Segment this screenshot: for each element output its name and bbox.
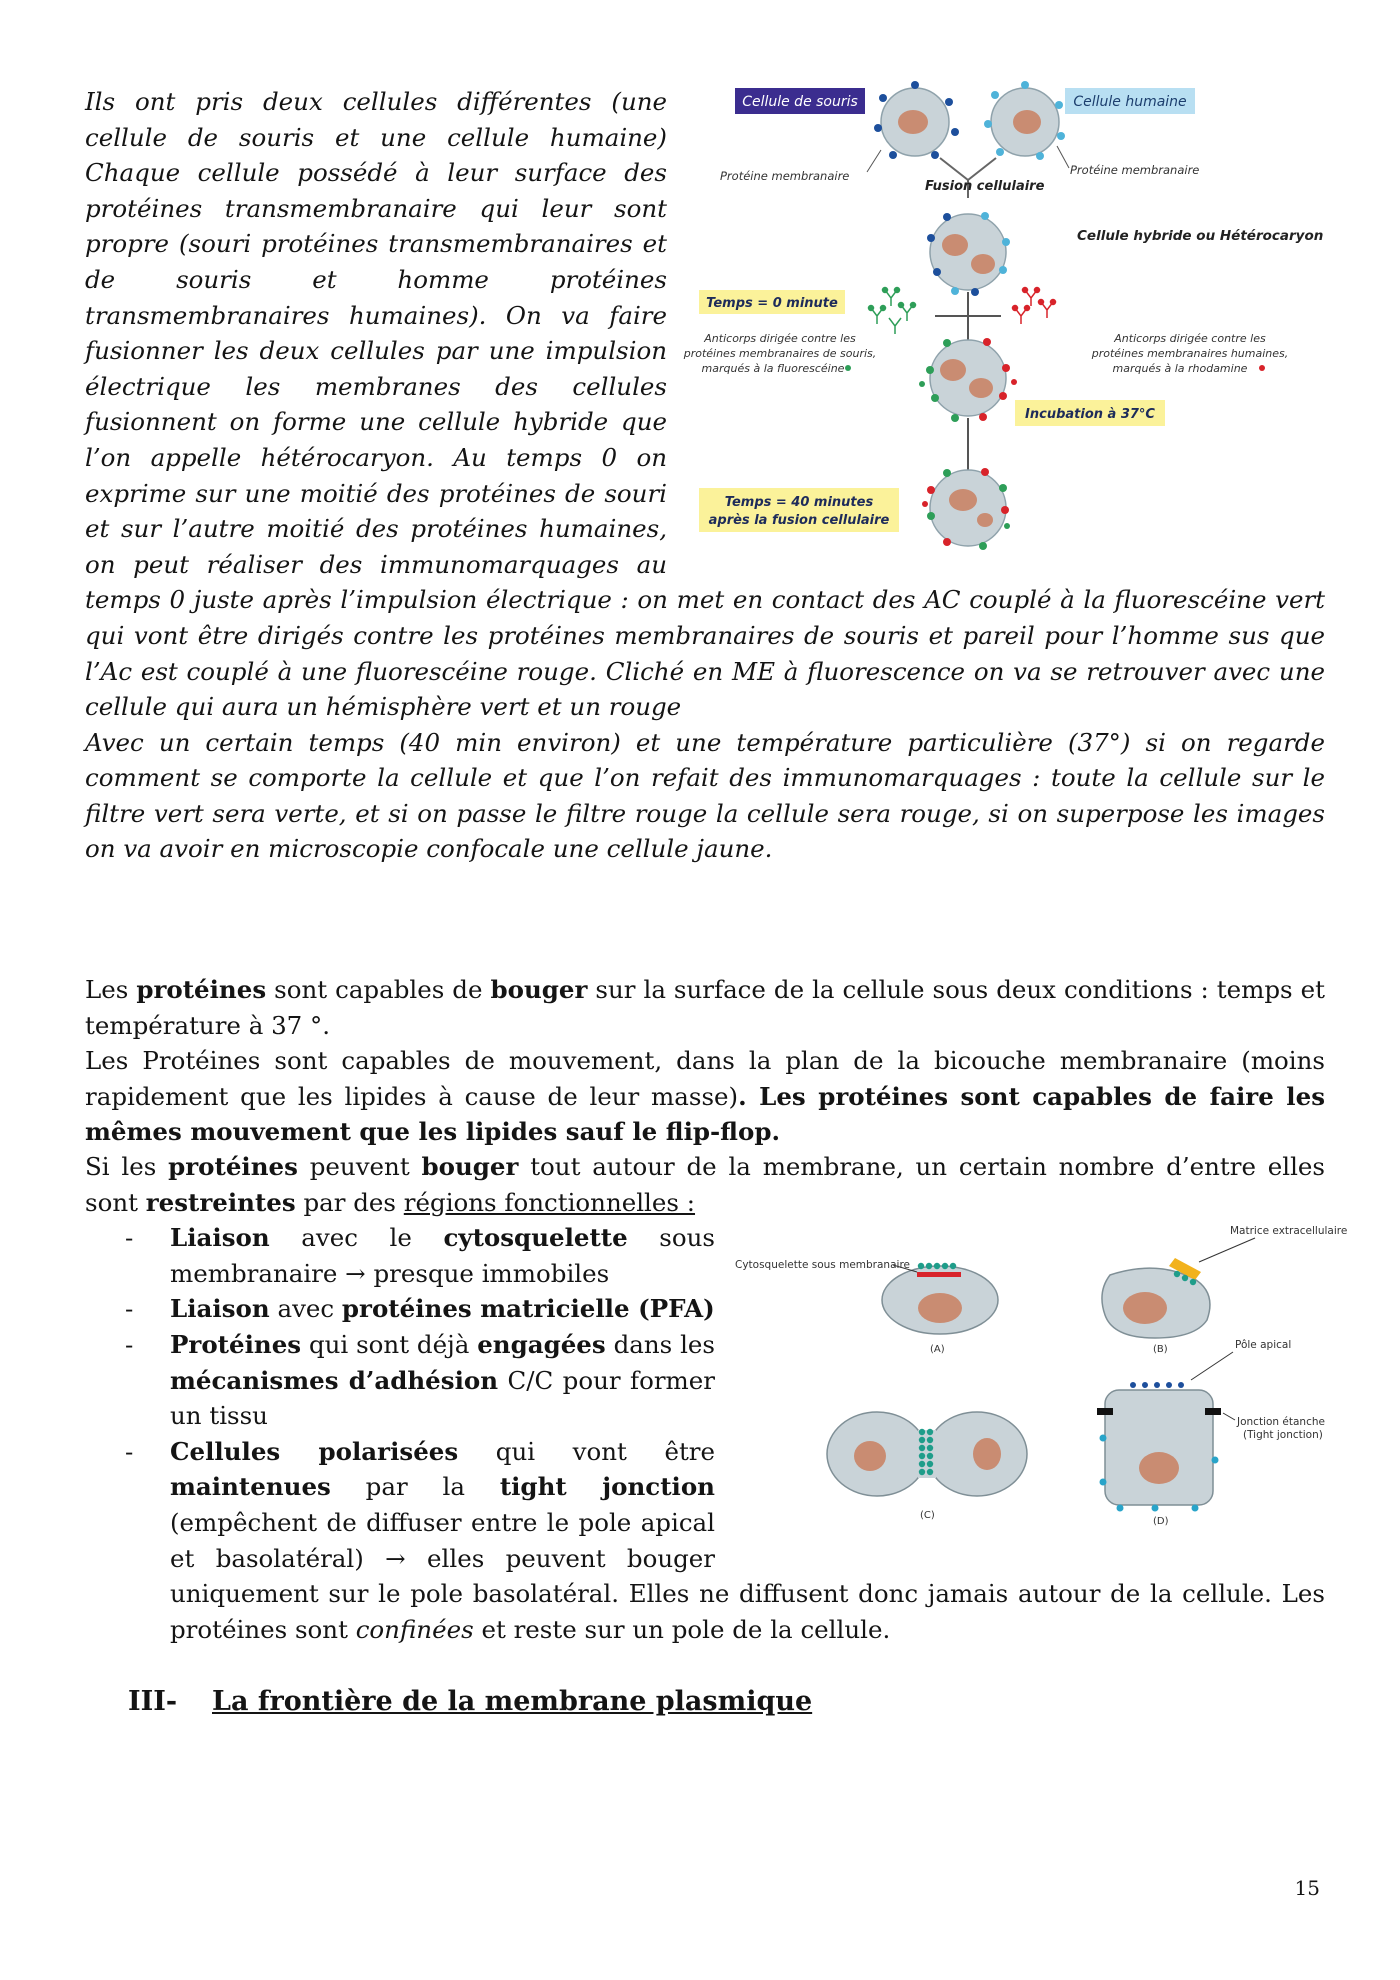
antibody-mouse-line3: marqués à la fluorescéine — [701, 362, 845, 375]
p2-text-a: Les Protéines sont capables de mouvement, dans la plan de la bicouche membranaire (moins rapidement que les lipides à cause de leur masse) — [85, 1046, 1325, 1111]
cell-fusion-diagram — [685, 80, 1325, 560]
p3-underlined-regions: régions fonctionnelles : — [403, 1187, 696, 1217]
antibody-mouse-line1: Anticorps dirigée contre les — [704, 332, 856, 345]
p1-text-c: sont capables de — [266, 975, 491, 1004]
item4-text-b: qui vont être — [458, 1436, 715, 1466]
p1-text-a: Les — [85, 975, 137, 1004]
item3-bold-engagees: engagées — [477, 1329, 606, 1359]
time40-line2: après la fusion cellulaire — [708, 513, 890, 528]
junction-line2: (Tight jonction) — [1243, 1429, 1323, 1442]
cell-time0 — [919, 338, 1017, 422]
list-item — [85, 1434, 1325, 1648]
item4-text-d: par la — [330, 1472, 500, 1502]
mobility-paragraph-2 — [85, 1043, 1325, 1150]
list-item — [85, 1327, 1325, 1434]
fusion-label: Fusion cellulaire — [925, 179, 1045, 194]
red-antibodies-icon — [1013, 288, 1056, 325]
antibody-human-line3: marqués à la rhodamine — [1112, 362, 1248, 375]
item1-bold-liaison: Liaison — [170, 1223, 270, 1253]
membrane-protein-label-left: Protéine membranaire — [720, 169, 850, 183]
human-cell — [984, 81, 1065, 160]
antibody-human-line2: protéines membranaires humaines, — [1091, 347, 1289, 360]
restricted-regions-section — [85, 1149, 1348, 1647]
rhodamine-dot-icon — [1259, 365, 1265, 371]
item3-text-d: dans les — [605, 1329, 715, 1359]
mobility-paragraph-1 — [85, 972, 1325, 1043]
p2-bold-flipflop: . Les protéines sont capables de faire les mêmes mouvement que les lipides sauf le flip-flop. — [85, 1081, 1325, 1147]
p3-text-a: Si les — [85, 1152, 169, 1181]
restricted-intro — [85, 1149, 1325, 1220]
matrix-label: Matrice extracellulaire — [1230, 1225, 1348, 1238]
fluorescein-dot-icon — [845, 365, 851, 371]
list-item — [85, 1291, 1325, 1327]
hybrid-cell — [927, 212, 1010, 296]
p3-text-c: peuvent — [297, 1152, 422, 1181]
section-number: III- — [128, 1686, 178, 1717]
antibody-human-line1: Anticorps dirigée contre les — [1114, 332, 1266, 345]
experiment-description — [85, 84, 1325, 867]
panel-d-label: (D) — [1153, 1516, 1169, 1528]
list-dash: - — [125, 1436, 134, 1466]
panel-c-label: (C) — [920, 1510, 935, 1522]
p1-bold-bouger: bouger — [490, 975, 588, 1004]
item2-bold-liaison: Liaison — [170, 1294, 270, 1324]
experiment-paragraph-2: Avec un certain temps (40 min environ) et une température particulière (37°) si on regarde comment se comporte la cellule et que l’on refait des immunomarquages : toute la cellule sur le filtre vert sera verte, et si on passe le filtre rouge la cellule sera rouge, si on superpose les images on va avoir en microscopie confocale une cellule jaune. — [85, 727, 1325, 864]
item3-bold-proteines: Protéines — [170, 1329, 302, 1359]
item4-text-h: et reste sur un pole de la cellule. — [473, 1614, 891, 1644]
mouse-cell — [874, 81, 959, 159]
page-number: 15 — [1294, 1876, 1320, 1900]
section-title: La frontière de la membrane plasmique — [212, 1686, 813, 1717]
item3-text-b: qui sont déjà — [301, 1329, 478, 1359]
time0-label: Temps = 0 minute — [706, 296, 838, 311]
cell-time40 — [922, 468, 1010, 550]
protein-mobility-text — [85, 972, 1325, 1150]
item4-bold-tight: tight jonction — [499, 1472, 715, 1502]
p3-text-g: par des — [295, 1187, 404, 1217]
item4-italic-confinees: confinées — [355, 1614, 474, 1644]
item3-text-f: C/C pour former un tissu — [170, 1365, 715, 1431]
time40-line1: Temps = 40 minutes — [724, 495, 874, 510]
item2-bold-pfa: protéines matricielle (PFA) — [341, 1294, 715, 1324]
panel-a-label: (A) — [930, 1344, 945, 1356]
p3-bold-restreintes: restreintes — [145, 1187, 296, 1217]
p3-text-e: tout autour de la membrane, un certain nombre d’entre elles sont — [85, 1152, 1325, 1217]
item1-bold-cytosquelette: cytosquelette — [443, 1223, 628, 1253]
experiment-paragraph-1: Ils ont pris deux cellules différentes (une cellule de souris et une cellule humaine) Chaque cellule possédé à leur surface des protéines transmembranaire qui leur sont propre (souri protéines transmembranaires et de souris et homme protéines transmembranaires humaines). On va faire fusionner les deux cellules par une impulsion électrique les membranes des cellules fusionnent on forme une cellule hybride que l’on appelle hétérocaryon. Au temps 0 on exprime sur une moitié des protéines de souri et sur l’autre moitié des protéines humaines, on peut réaliser des immunomarquages au temps 0 juste après l’impulsion électrique : on met en contact des AC couplé à la fluorescéine vert qui vont être dirigés contre les protéines membranaires de souris et pareil pour l’homme sus que l’Ac est couplé à une fluorescéine rouge. Cliché en ME à fluorescence on va se retrouver avec une cellule qui aura un hémisphère vert et un rouge — [85, 87, 1325, 722]
membrane-protein-label-right: Protéine membranaire — [1070, 163, 1200, 177]
incubation-label: Incubation à 37°C — [1025, 407, 1155, 422]
cytoskeleton-label: Cytosquelette sous membranaire — [735, 1259, 910, 1272]
hybrid-label: Cellule hybride ou Hétérocaryon — [1077, 228, 1324, 244]
p3-bold-proteines: protéines — [168, 1152, 298, 1181]
human-cell-label: Cellule humaine — [1073, 94, 1187, 110]
list-dash: - — [125, 1223, 134, 1253]
item1-text-d: sous membranaire → presque immobiles — [170, 1223, 715, 1288]
list-dash: - — [125, 1329, 134, 1359]
section-heading — [128, 1686, 812, 1717]
item1-text-b: avec le — [269, 1223, 444, 1253]
item3-bold-adhesion: mécanismes d’adhésion — [170, 1365, 499, 1395]
list-dash: - — [125, 1294, 134, 1324]
item4-bold-polarisees: Cellules polarisées — [170, 1436, 459, 1466]
cell-fusion-figure — [685, 80, 1325, 560]
item2-text-b: avec — [269, 1294, 342, 1324]
mouse-cell-label: Cellule de souris — [742, 94, 858, 110]
green-antibodies-icon — [869, 288, 916, 335]
p3-bold-bouger: bouger — [421, 1152, 519, 1181]
list-item — [85, 1220, 1325, 1291]
item4-bold-maintenues: maintenues — [170, 1472, 331, 1502]
panel-b-label: (B) — [1153, 1344, 1168, 1356]
item4-text-f: (empêchent de diffuser entre le pole apical et basolatéral) → elles peuvent bouger uniquement sur le pole basolatéral. Elles ne diffusent donc jamais autour de la cellule. Les protéines sont — [170, 1507, 1325, 1644]
apical-label: Pôle apical — [1235, 1339, 1292, 1352]
p1-bold-proteines: protéines — [136, 975, 267, 1004]
antibody-mouse-line2: protéines membranaires de souris, — [683, 347, 877, 360]
junction-line1: Jonction étanche — [1237, 1416, 1325, 1429]
p1-text-e: sur la surface de la cellule sous deux conditions : temps et température à 37 °. — [85, 975, 1325, 1040]
